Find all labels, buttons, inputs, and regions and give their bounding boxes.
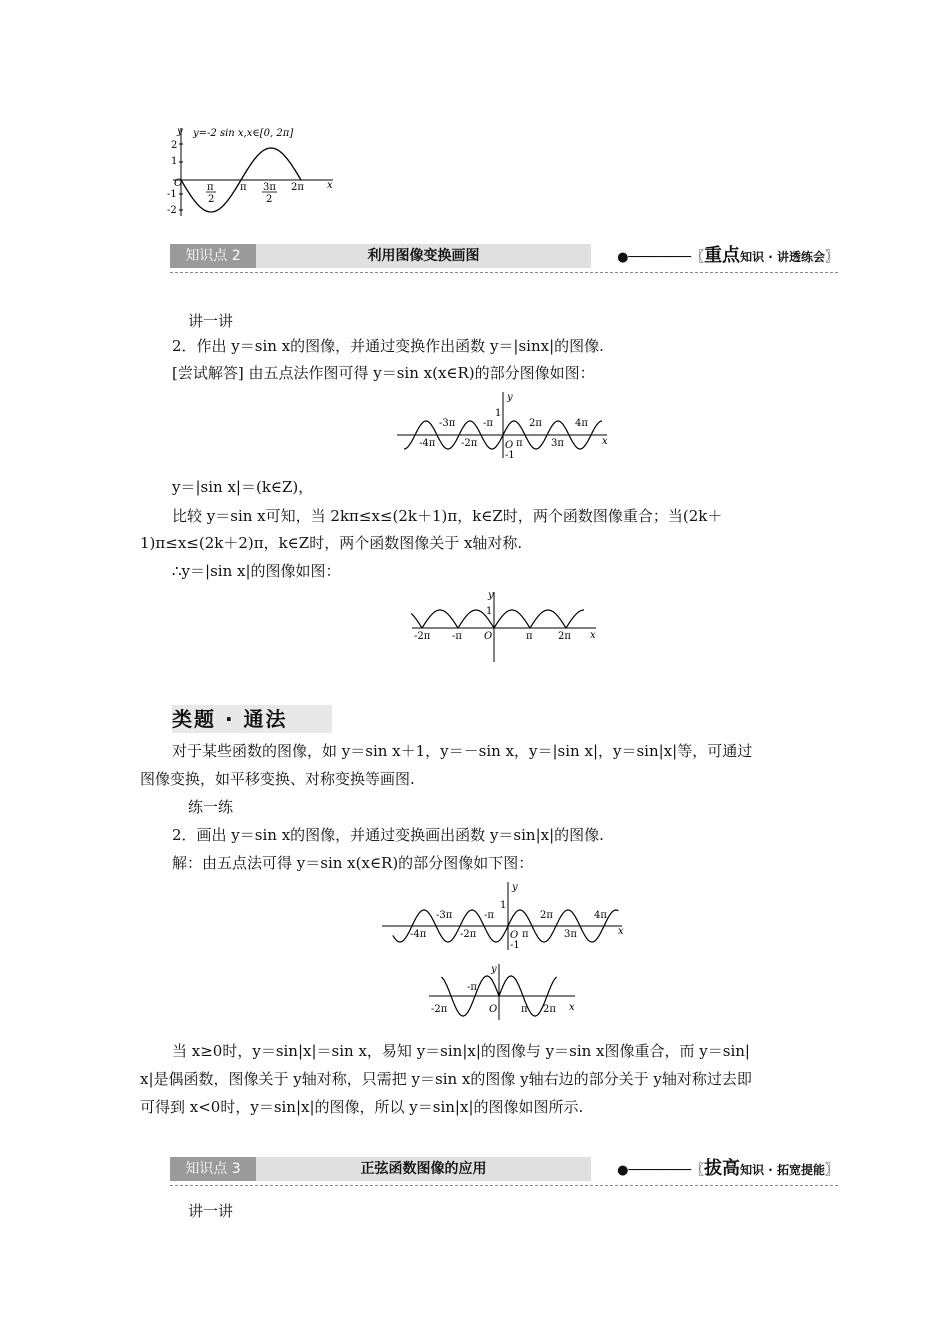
practice-problem: 2．画出 y＝sin x的图像，并通过变换画出函数 y＝sin|x|的图像. <box>172 826 604 844</box>
graph-sin-full <box>395 388 615 460</box>
section-title: 正弦函数图像的应用 <box>256 1157 591 1181</box>
category-line-1: 对于某些函数的图像，如 y＝sin x＋1，y＝－sin x，y＝|sin x|，y＝sin|x|等，可通过 <box>172 742 753 760</box>
label-2pi: 2π <box>540 910 553 921</box>
graph-abs-sin <box>408 588 603 664</box>
tick-2pi: 2π <box>291 182 304 193</box>
label-negpi: -π <box>483 418 493 429</box>
tick-3pi-over-2-den: 2 <box>266 194 273 205</box>
dot-line-icon: ●──────── <box>617 250 692 265</box>
answer-intro: [尝试解答] 由五点法作图可得 y＝sin x(x∈R)的部分图像如图： <box>172 364 595 382</box>
y-axis-label: y <box>491 964 497 975</box>
tick-y-1: 1 <box>171 156 178 167</box>
label-2pi: 2π <box>529 418 542 429</box>
dashed-divider <box>170 272 838 273</box>
label-neg2pi: -2π <box>431 1004 448 1015</box>
abs-formula: y＝|sin x|＝(k∈Z)， <box>172 478 314 496</box>
graph-sin-full-2 <box>380 878 630 952</box>
explain-line-3: 可得到 x<0时，y＝sin|x|的图像，所以 y＝sin|x|的图像如图所示. <box>140 1098 584 1116</box>
label-neg2pi: -2π <box>460 929 477 940</box>
practice-solution: 解：由五点法可得 y＝sin x(x∈R)的部分图像如下图： <box>172 854 534 872</box>
explain-line-1: 当 x≥0时，y＝sin|x|＝sin x，易知 y＝sin|x|的图像与 y＝sin x图像重合，而 y＝sin| <box>172 1042 750 1060</box>
bracket-close: 〗 <box>824 1163 838 1178</box>
tick-3pi-over-2-num: 3π <box>263 182 276 193</box>
tick-pi-over-2-den: 2 <box>208 194 215 205</box>
label-pi: π <box>526 631 533 642</box>
label-pi: π <box>516 438 523 449</box>
graph-equation: y=-2 sin x,x∈[0, 2π] <box>193 128 294 139</box>
section-header-2 <box>170 244 838 274</box>
tick-1: 1 <box>500 900 507 911</box>
tick-neg1: -1 <box>505 450 515 460</box>
x-axis-label: x <box>327 180 333 191</box>
section-tag <box>591 244 838 268</box>
conclusion: ∴y＝|sin x|的图像如图： <box>172 562 341 580</box>
label-pi: π <box>522 929 529 940</box>
tick-pi: π <box>240 182 247 193</box>
bracket-close: 〗 <box>824 250 838 265</box>
y-axis-label: y <box>488 590 494 601</box>
lecture-heading: 讲一讲 <box>188 312 234 330</box>
tick-y-neg2: -2 <box>167 205 177 216</box>
problem-text: 2．作出 y＝sin x的图像，并通过变换作出函数 y＝|sinx|的图像. <box>172 337 604 355</box>
explain-line-2: x|是偶函数，图像关于 y轴对称，只需把 y＝sin x的图像 y轴右边的部分关于 y轴对称过去即 <box>140 1070 752 1088</box>
compare-line-1: 比较 y＝sin x可知，当 2kπ≤x≤(2k＋1)π，k∈Z时，两个函数图像重合；当(2k＋ <box>172 507 723 525</box>
section-title: 利用图像变换画图 <box>256 244 591 268</box>
label-negpi: -π <box>452 631 462 642</box>
label-negpi: -π <box>467 982 477 993</box>
section-tag <box>591 1157 838 1181</box>
tag-sub: 知识 · 讲透练会 <box>740 250 825 264</box>
tick-pi-over-2-num: π <box>207 182 214 193</box>
compare-line-2: 1)π≤x≤(2k＋2)π，k∈Z时，两个函数图像关于 x轴对称. <box>140 534 523 552</box>
bracket-open: 〖 <box>691 250 705 265</box>
label-4pi: 4π <box>575 418 588 429</box>
tick-1: 1 <box>495 408 502 419</box>
x-axis-label: x <box>618 926 624 937</box>
label-2pi: 2π <box>543 1004 556 1015</box>
label-neg2pi: -2π <box>414 631 431 642</box>
tick-1: 1 <box>486 606 493 617</box>
section-label: 知识点 3 <box>170 1157 256 1181</box>
origin-label: O <box>484 631 493 642</box>
category-line-2: 图像变换，如平移变换、对称变换等画图. <box>140 770 415 788</box>
tick-y-2: 2 <box>171 140 178 151</box>
label-3pi: 3π <box>564 929 577 940</box>
label-neg2pi: -2π <box>461 438 478 449</box>
origin-label: O <box>510 930 519 941</box>
label-4pi: 4π <box>594 910 607 921</box>
section-header-3 <box>170 1157 838 1187</box>
origin-label: O <box>174 178 183 189</box>
tag-sub: 知识 · 拓宽提能 <box>740 1163 825 1177</box>
graph-sin-absx <box>425 960 585 1022</box>
label-2pi: 2π <box>558 631 571 642</box>
bracket-open: 〖 <box>691 1163 705 1178</box>
category-title: 类题 · 通法 <box>172 705 332 733</box>
label-neg3pi: -3π <box>436 910 453 921</box>
label-neg3pi: -3π <box>439 418 456 429</box>
y-axis-label: y <box>512 882 518 893</box>
x-axis-label: x <box>590 630 596 641</box>
tick-neg1: -1 <box>510 940 520 951</box>
tag-main: 重点 <box>704 245 741 266</box>
origin-label: O <box>505 440 514 451</box>
y-axis-label: y <box>507 392 513 403</box>
label-3pi: 3π <box>551 438 564 449</box>
graph-neg2sin <box>165 120 345 220</box>
tag-main: 拔高 <box>704 1158 741 1179</box>
label-neg4pi: -4π <box>419 438 436 449</box>
x-axis-label: x <box>602 436 608 447</box>
label-negpi: -π <box>484 910 494 921</box>
practice-heading: 练一练 <box>188 798 234 816</box>
tick-y-neg1: -1 <box>167 189 177 200</box>
lecture3-heading: 讲一讲 <box>188 1202 234 1220</box>
y-axis-label: y <box>177 126 183 137</box>
section-label: 知识点 2 <box>170 244 256 268</box>
curve-abs-sin <box>411 610 584 628</box>
dashed-divider <box>170 1185 838 1186</box>
origin-label: O <box>489 1004 498 1015</box>
label-neg4pi: -4π <box>410 929 427 940</box>
x-axis-label: x <box>569 1002 575 1013</box>
label-pi: π <box>521 1004 528 1015</box>
dot-line-icon: ●──────── <box>617 1163 692 1178</box>
